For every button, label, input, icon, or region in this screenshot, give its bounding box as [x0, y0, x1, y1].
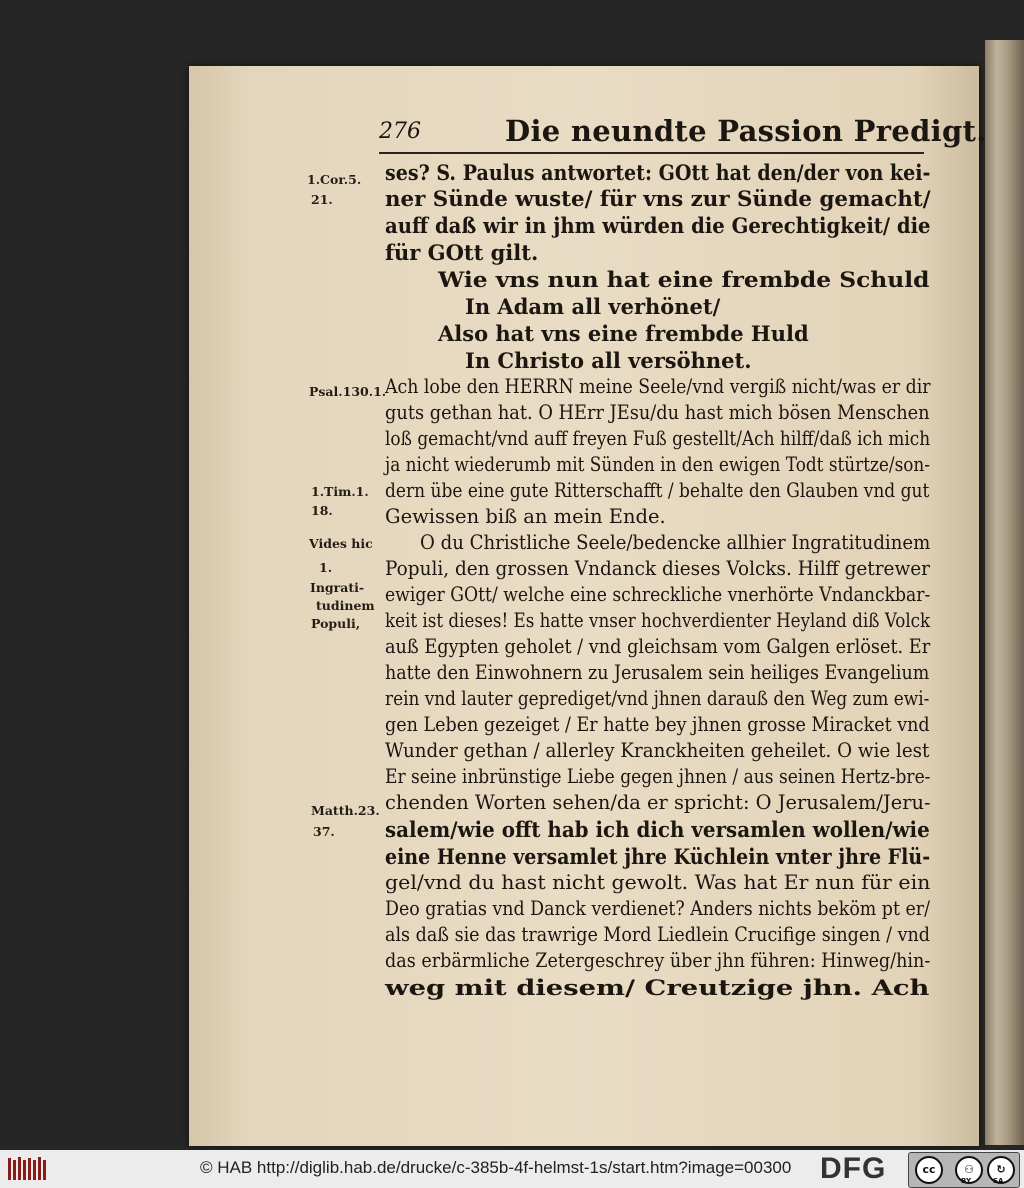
margin-note: tudinem [316, 598, 375, 613]
margin-note: Psal.130.1. [309, 384, 387, 399]
margin-note: 21. [311, 192, 333, 207]
margin-note: 1. [319, 560, 333, 575]
text-line: als daß sie das trawrige Mord Liedlein Crucifige singen / vnd [385, 923, 931, 946]
viewer-footer [0, 1150, 1024, 1188]
text-line: Populi, den grossen Vndanck dieses Volcks. Hilff getrewer [385, 557, 930, 580]
text-line: ewiger GOtt/ welche eine schreckliche vnerhörte Vndanckbar- [385, 583, 931, 606]
running-head: Die neundte Passion Predigt. [505, 114, 987, 148]
text-line: Deo gratias vnd Danck verdienet? Anders nichts beköm pt er/ [385, 897, 930, 920]
text-line: hatte den Einwohnern zu Jerusalem sein heiliges Evangelium [385, 661, 930, 684]
text-line: guts gethan hat. O HErr JEsu/du hast mich bösen Menschen [385, 401, 930, 424]
text-line: Wunder gethan / allerley Kranckheiten geheilet. O wie lest [385, 739, 930, 762]
margin-note: Populi, [311, 616, 361, 631]
book-page [189, 66, 987, 1146]
poem-line: Also hat vns eine frembde Huld [438, 321, 809, 346]
text-line: ner Sünde wuste/ für vns zur Sünde gemacht/ [385, 186, 931, 211]
margin-note: Ingrati- [310, 580, 365, 595]
text-line: rein vnd lauter geprediget/vnd jhnen darauß den Weg zum ewi- [385, 687, 930, 710]
cc-by-label: BY [961, 1177, 972, 1185]
library-logo-icon [6, 1154, 50, 1184]
text-line: eine Henne versamlet jhre Küchlein vnter jhre Flü- [385, 844, 931, 869]
by-attribution-icon: ⚇ [955, 1156, 983, 1184]
poem-line: In Christo all versöhnet. [465, 348, 752, 373]
text-line: Er seine inbrünstige Liebe gegen jhnen / aus seinen Hertz-bre- [385, 765, 931, 788]
text-line: ses? S. Paulus antwortet: GOtt hat den/der von kei- [385, 160, 931, 185]
cc-sa-label: SA [993, 1177, 1004, 1185]
text-line: weg mit diesem/ Creutzige jhn. Ach [385, 975, 930, 1000]
text-line: das erbärmliche Zetergeschrey über jhn führen: Hinweg/hin- [385, 949, 931, 972]
text-line: O du Christliche Seele/bedencke allhier Ingratitudinem [420, 531, 931, 554]
cc-icon: cc [915, 1156, 943, 1184]
margin-note: Matth.23. [311, 803, 380, 818]
text-line: gen Leben gezeiget / Er hatte bey jhnen grosse Miracket vnd [385, 713, 930, 736]
poem-line: In Adam all verhönet/ [465, 294, 721, 319]
header-rule [379, 152, 924, 154]
margin-note: 1.Tim.1. [311, 484, 369, 499]
text-line: Ach lobe den HERRN meine Seele/vnd vergiß nicht/was er dir [385, 375, 931, 398]
poem-line: Wie vns nun hat eine frembde Schuld [438, 267, 930, 292]
text-line: für GOtt gilt. [385, 240, 539, 265]
adjacent-page-edge [985, 40, 1024, 1145]
text-line: loß gemacht/vnd auff freyen Fuß gestellt/Ach hilff/daß ich mich [385, 427, 931, 450]
margin-note: 37. [313, 824, 335, 839]
text-line: Gewissen biß an mein Ende. [385, 505, 666, 528]
text-line: gel/vnd du hast nicht gewolt. Was hat Er nun für ein [385, 871, 931, 894]
margin-note: 1.Cor.5. [307, 172, 362, 187]
text-line: auff daß wir in jhm würden die Gerechtigkeit/ die [385, 213, 931, 238]
text-line: salem/wie offt hab ich dich versamlen wollen/wie [385, 817, 930, 842]
text-line: auß Egypten geholet / vnd gleichsam vom Galgen erlöset. Er [385, 635, 931, 658]
margin-note: 18. [311, 503, 333, 518]
cc-license-badge[interactable] [908, 1152, 1020, 1188]
margin-note: Vides hic [309, 536, 373, 551]
share-alike-icon: ↻ [987, 1156, 1015, 1184]
text-line: ja nicht wiederumb mit Sünden in den ewigen Todt stürtze/son- [385, 453, 931, 476]
text-line: keit ist dieses! Es hatte vnser hochverdienter Heyland diß Volck [385, 609, 931, 632]
citation-link[interactable]: © HAB http://diglib.hab.de/drucke/c-385b-4f-helmst-1s/start.htm?image=00300 [200, 1158, 792, 1177]
dfg-logo: DFG [820, 1152, 887, 1185]
text-line: chenden Worten sehen/da er spricht: O Jerusalem/Jeru- [385, 791, 931, 814]
page-number: 276 [379, 119, 421, 144]
text-line: dern übe eine gute Ritterschafft / behalte den Glauben vnd gut [385, 479, 930, 502]
